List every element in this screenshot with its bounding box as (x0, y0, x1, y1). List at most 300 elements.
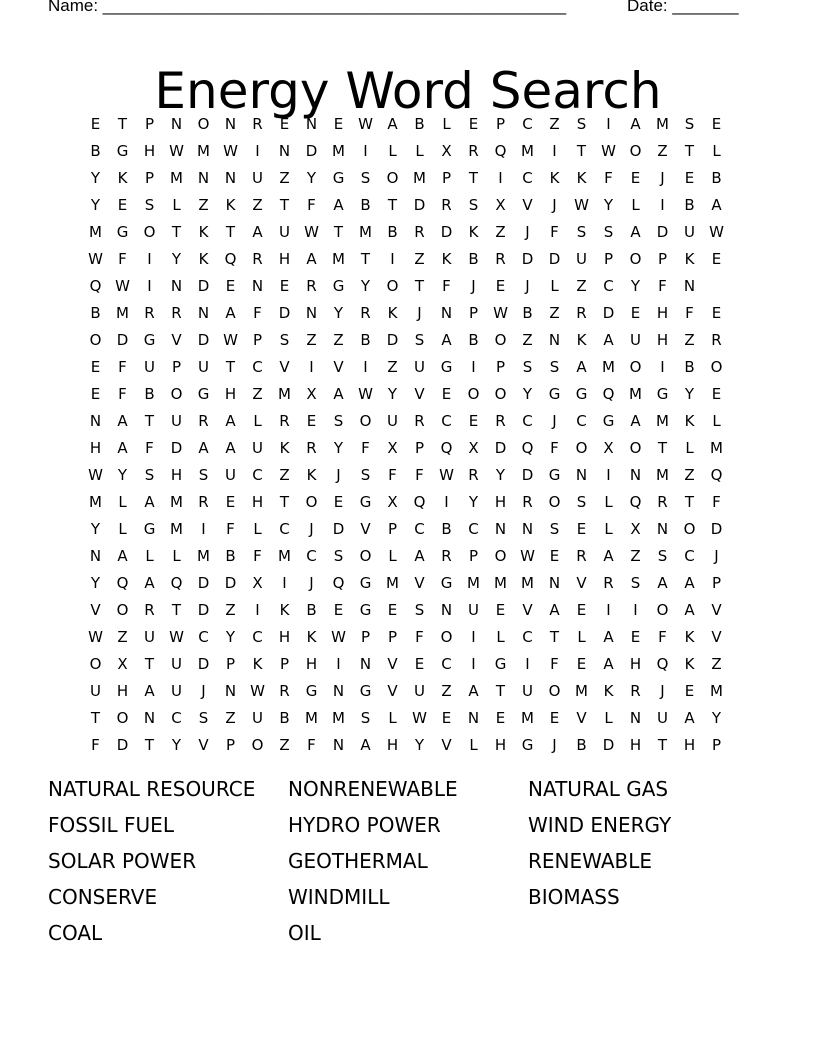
grid-letter: V (441, 735, 452, 754)
grid-letter: R (144, 600, 155, 619)
grid-letter: Y (90, 168, 101, 187)
grid-letter: M (89, 222, 102, 241)
grid-letter: G (521, 735, 534, 754)
grid-letter: W (574, 195, 589, 214)
grid-letter: E (711, 114, 722, 133)
grid-letter: X (468, 438, 479, 457)
grid-letter: I (606, 600, 611, 619)
grid-letter: I (606, 465, 611, 484)
grid-letter: N (251, 276, 264, 295)
grid-letter: M (332, 708, 345, 727)
grid-letter: M (197, 546, 210, 565)
grid-letter: E (279, 114, 290, 133)
grid-letter: Y (360, 276, 371, 295)
grid-letter: K (603, 681, 614, 700)
grid-letter: Z (522, 330, 533, 349)
grid-letter: V (171, 330, 182, 349)
grid-letter: K (684, 411, 695, 430)
grid-letter: K (468, 222, 479, 241)
grid-letter: D (197, 330, 210, 349)
grid-letter: S (333, 411, 344, 430)
grid-letter: M (170, 168, 183, 187)
word-list-item: SOLAR POWER (48, 849, 197, 873)
grid-letter: C (468, 519, 479, 538)
grid-letter: G (548, 384, 561, 403)
grid-letter: J (660, 168, 665, 187)
grid-letter: N (197, 303, 210, 322)
grid-letter: L (172, 195, 181, 214)
grid-letter: C (306, 546, 317, 565)
word-list-item: RENEWABLE (528, 849, 652, 873)
grid-letter: L (577, 627, 586, 646)
grid-letter: O (494, 384, 507, 403)
grid-letter: O (89, 330, 102, 349)
grid-letter: K (441, 249, 452, 268)
grid-letter: B (441, 519, 452, 538)
grid-letter: H (386, 735, 399, 754)
grid-letter: Z (333, 330, 344, 349)
grid-letter: E (630, 627, 641, 646)
grid-letter: A (630, 411, 641, 430)
grid-letter: V (279, 357, 290, 376)
grid-letter: E (468, 411, 479, 430)
grid-letter: Z (630, 546, 641, 565)
grid-letter: D (602, 303, 615, 322)
grid-letter: L (712, 141, 721, 160)
grid-letter: J (660, 681, 665, 700)
grid-letter: A (603, 546, 614, 565)
grid-letter: B (90, 141, 101, 160)
grid-letter: C (522, 114, 533, 133)
grid-letter: I (444, 492, 449, 511)
grid-letter: E (549, 546, 560, 565)
grid-letter: V (576, 708, 587, 727)
grid-letter: N (467, 708, 480, 727)
grid-letter: K (306, 465, 317, 484)
grid-letter: T (279, 492, 290, 511)
grid-letter: A (360, 735, 371, 754)
grid-letter: N (170, 276, 183, 295)
grid-letter: O (629, 438, 642, 457)
grid-letter: N (305, 114, 318, 133)
grid-letter: R (360, 303, 371, 322)
grid-letter: F (604, 168, 613, 187)
word-list-item: HYDRO POWER (288, 813, 441, 837)
grid-letter: A (603, 654, 614, 673)
grid-letter: Y (603, 195, 614, 214)
grid-letter: W (358, 384, 373, 403)
grid-letter: X (306, 384, 317, 403)
grid-letter: B (522, 303, 533, 322)
grid-letter: D (494, 438, 507, 457)
grid-letter: I (660, 357, 665, 376)
grid-letter: N (440, 303, 453, 322)
grid-letter: D (197, 573, 210, 592)
grid-letter: M (386, 573, 399, 592)
page-title: Energy Word Search (154, 61, 662, 120)
grid-letter: F (91, 735, 100, 754)
grid-letter: Z (117, 627, 128, 646)
grid-letter: T (144, 654, 155, 673)
grid-letter: B (144, 384, 155, 403)
grid-letter: T (90, 708, 101, 727)
grid-letter: Z (495, 222, 506, 241)
grid-letter: O (116, 600, 129, 619)
grid-letter: I (147, 276, 152, 295)
grid-letter: H (143, 141, 156, 160)
grid-letter: T (171, 222, 182, 241)
grid-letter: G (602, 411, 615, 430)
grid-letter: K (576, 330, 587, 349)
grid-letter: S (333, 546, 344, 565)
grid-letter: J (309, 519, 314, 538)
grid-letter: E (576, 519, 587, 538)
grid-letter: U (198, 357, 209, 376)
grid-letter: Y (90, 519, 101, 538)
grid-letter: F (685, 303, 694, 322)
grid-letter: T (144, 735, 155, 754)
grid-letter: Z (279, 168, 290, 187)
grid-letter: O (440, 627, 453, 646)
grid-letter: D (656, 222, 669, 241)
grid-letter: D (197, 276, 210, 295)
grid-letter: A (333, 384, 344, 403)
grid-letter: S (522, 357, 533, 376)
grid-letter: S (576, 222, 587, 241)
grid-letter: A (117, 411, 128, 430)
grid-letter: L (604, 708, 613, 727)
grid-letter: T (414, 276, 425, 295)
grid-letter: L (712, 411, 721, 430)
grid-letter: F (550, 654, 559, 673)
grid-letter: I (633, 600, 638, 619)
grid-letter: D (521, 465, 534, 484)
grid-letter: U (657, 708, 668, 727)
grid-letter: S (198, 465, 209, 484)
grid-letter: M (197, 141, 210, 160)
grid-letter: G (494, 654, 507, 673)
grid-letter: N (278, 141, 291, 160)
grid-letter: P (711, 735, 722, 754)
grid-letter: T (549, 627, 560, 646)
grid-letter: T (657, 438, 668, 457)
word-list-item: NATURAL RESOURCE (48, 777, 256, 801)
grid-letter: E (441, 708, 452, 727)
grid-letter: O (143, 222, 156, 241)
grid-letter: X (630, 519, 641, 538)
grid-letter: X (117, 654, 128, 673)
grid-letter: O (656, 600, 669, 619)
grid-letter: A (198, 438, 209, 457)
grid-letter: L (388, 708, 397, 727)
grid-letter: N (89, 546, 102, 565)
grid-letter: R (144, 303, 155, 322)
grid-letter: S (144, 195, 155, 214)
grid-letter: M (332, 141, 345, 160)
grid-letter: B (576, 735, 587, 754)
grid-letter: R (279, 681, 290, 700)
grid-letter: H (305, 654, 318, 673)
grid-letter: W (169, 141, 184, 160)
grid-letter: O (629, 249, 642, 268)
grid-letter: W (439, 465, 454, 484)
grid-letter: N (197, 168, 210, 187)
grid-letter: N (494, 519, 507, 538)
grid-letter: N (629, 708, 642, 727)
word-list-item: FOSSIL FUEL (48, 813, 174, 837)
grid-letter: N (521, 519, 534, 538)
grid-letter: S (630, 573, 641, 592)
grid-letter: X (603, 438, 614, 457)
grid-letter: E (576, 600, 587, 619)
grid-letter: U (252, 168, 263, 187)
grid-letter: F (118, 249, 127, 268)
grid-letter: T (117, 114, 128, 133)
grid-letter: Q (440, 438, 453, 457)
grid-letter: O (467, 384, 480, 403)
grid-letter: S (360, 465, 371, 484)
grid-letter: D (224, 573, 237, 592)
grid-letter: G (359, 681, 372, 700)
grid-letter: I (498, 168, 503, 187)
grid-letter: O (170, 384, 183, 403)
grid-letter: U (252, 438, 263, 457)
grid-letter: E (495, 276, 506, 295)
grid-letter: T (360, 249, 371, 268)
grid-letter: Y (387, 384, 398, 403)
grid-letter: M (170, 519, 183, 538)
grid-letter: G (116, 222, 129, 241)
grid-letter: F (145, 438, 154, 457)
grid-letter: B (90, 303, 101, 322)
grid-letter: D (332, 519, 345, 538)
grid-letter: T (279, 195, 290, 214)
grid-letter: U (225, 465, 236, 484)
grid-letter: W (250, 681, 265, 700)
grid-letter: E (684, 681, 695, 700)
grid-letter: P (225, 654, 236, 673)
grid-letter: N (629, 465, 642, 484)
grid-letter: E (711, 384, 722, 403)
grid-letter: S (549, 519, 560, 538)
grid-letter: L (172, 546, 181, 565)
grid-letter: N (89, 411, 102, 430)
grid-letter: A (711, 195, 722, 214)
grid-letter: K (306, 627, 317, 646)
grid-letter: R (306, 276, 317, 295)
grid-letter: A (225, 411, 236, 430)
grid-letter: V (522, 600, 533, 619)
grid-letter: T (684, 492, 695, 511)
grid-letter: A (225, 438, 236, 457)
grid-letter: C (684, 546, 695, 565)
grid-letter: M (278, 384, 291, 403)
grid-letter: Y (414, 735, 425, 754)
grid-letter: B (684, 195, 695, 214)
grid-letter: J (309, 573, 314, 592)
grid-letter: L (118, 492, 127, 511)
grid-letter: O (359, 546, 372, 565)
grid-letter: C (576, 411, 587, 430)
grid-letter: Y (90, 573, 101, 592)
grid-letter: I (552, 141, 557, 160)
grid-letter: F (415, 465, 424, 484)
grid-letter: Z (225, 600, 236, 619)
grid-letter: M (170, 492, 183, 511)
grid-letter: U (387, 411, 398, 430)
grid-letter: R (468, 141, 479, 160)
grid-letter: N (656, 519, 669, 538)
grid-letter: X (387, 438, 398, 457)
grid-letter: P (414, 438, 425, 457)
grid-letter: Z (684, 465, 695, 484)
grid-letter: P (387, 627, 398, 646)
grid-letter: P (360, 627, 371, 646)
grid-letter: Z (711, 654, 722, 673)
grid-letter: J (201, 681, 206, 700)
grid-letter: Z (306, 330, 317, 349)
grid-letter: M (575, 681, 588, 700)
grid-letter: R (414, 222, 425, 241)
grid-letter: U (468, 600, 479, 619)
grid-letter: W (493, 303, 508, 322)
grid-letter: I (255, 600, 260, 619)
grid-letter: Q (494, 141, 507, 160)
grid-letter: S (360, 708, 371, 727)
grid-letter: I (471, 654, 476, 673)
grid-letter: G (359, 573, 372, 592)
grid-letter: M (332, 249, 345, 268)
grid-letter: H (494, 492, 507, 511)
word-list (48, 777, 768, 957)
grid-letter: M (89, 492, 102, 511)
grid-letter: I (660, 195, 665, 214)
grid-letter: R (441, 195, 452, 214)
grid-letter: W (115, 276, 130, 295)
grid-letter: E (117, 195, 128, 214)
grid-letter: O (548, 492, 561, 511)
grid-letter: Y (468, 492, 479, 511)
grid-letter: V (90, 600, 101, 619)
grid-letter: W (601, 141, 616, 160)
grid-letter: B (360, 330, 371, 349)
grid-letter: T (144, 411, 155, 430)
grid-letter: W (358, 114, 373, 133)
grid-letter: P (495, 114, 506, 133)
word-list-item: NONRENEWABLE (288, 777, 458, 801)
grid-letter: Y (495, 465, 506, 484)
grid-letter: Z (657, 141, 668, 160)
grid-letter: A (657, 573, 668, 592)
grid-letter: U (522, 681, 533, 700)
grid-letter: R (198, 492, 209, 511)
grid-letter: Z (225, 708, 236, 727)
grid-letter: K (684, 627, 695, 646)
grid-letter: T (468, 168, 479, 187)
word-list-item: GEOTHERMAL (288, 849, 428, 873)
grid-letter: R (522, 492, 533, 511)
grid-letter: A (684, 573, 695, 592)
grid-letter: H (278, 627, 291, 646)
grid-letter: E (468, 114, 479, 133)
grid-letter: U (171, 654, 182, 673)
grid-letter: N (332, 735, 345, 754)
grid-letter: H (629, 735, 642, 754)
grid-letter: Z (576, 276, 587, 295)
grid-letter: I (363, 141, 368, 160)
grid-letter: L (550, 276, 559, 295)
grid-letter: Z (252, 195, 263, 214)
grid-letter: C (522, 168, 533, 187)
grid-letter: M (413, 168, 426, 187)
grid-letter: E (333, 114, 344, 133)
grid-letter: N (440, 600, 453, 619)
grid-letter: Q (656, 654, 669, 673)
grid-letter: E (495, 708, 506, 727)
grid-letter: M (521, 573, 534, 592)
grid-letter: O (575, 438, 588, 457)
grid-letter: Y (522, 384, 533, 403)
grid-letter: D (278, 303, 291, 322)
grid-letter: V (414, 573, 425, 592)
grid-letter: V (198, 735, 209, 754)
grid-letter: T (333, 222, 344, 241)
grid-letter: S (414, 330, 425, 349)
grid-letter: S (360, 168, 371, 187)
grid-letter: O (494, 546, 507, 565)
grid-letter: I (471, 627, 476, 646)
grid-letter: E (711, 249, 722, 268)
grid-letter: E (630, 168, 641, 187)
grid-letter: W (88, 627, 103, 646)
grid-letter: Q (116, 573, 129, 592)
grid-letter: V (711, 600, 722, 619)
grid-letter: S (198, 708, 209, 727)
grid-letter: R (711, 330, 722, 349)
word-list-item: OIL (288, 921, 321, 945)
grid-letter: E (225, 492, 236, 511)
grid-letter: I (309, 357, 314, 376)
grid-letter: E (90, 357, 101, 376)
grid-letter: N (548, 330, 561, 349)
grid-letter: R (414, 411, 425, 430)
grid-letter: A (306, 249, 317, 268)
grid-letter: F (361, 438, 370, 457)
grid-letter: X (441, 141, 452, 160)
grid-letter: W (520, 546, 535, 565)
grid-letter: J (417, 303, 422, 322)
grid-letter: B (711, 168, 722, 187)
grid-letter: T (225, 357, 236, 376)
grid-letter: I (363, 357, 368, 376)
grid-letter: S (468, 195, 479, 214)
grid-letter: D (116, 735, 129, 754)
grid-letter: J (525, 222, 530, 241)
grid-letter: O (629, 357, 642, 376)
grid-letter: L (253, 411, 262, 430)
grid-letter: A (441, 330, 452, 349)
grid-letter: O (386, 168, 399, 187)
grid-letter: A (117, 546, 128, 565)
grid-letter: D (548, 249, 561, 268)
grid-letter: G (332, 276, 345, 295)
grid-letter: A (252, 222, 263, 241)
grid-letter: L (145, 546, 154, 565)
grid-letter: R (576, 303, 587, 322)
grid-letter: I (606, 114, 611, 133)
grid-letter: E (549, 708, 560, 727)
grid-letter: Z (279, 465, 290, 484)
